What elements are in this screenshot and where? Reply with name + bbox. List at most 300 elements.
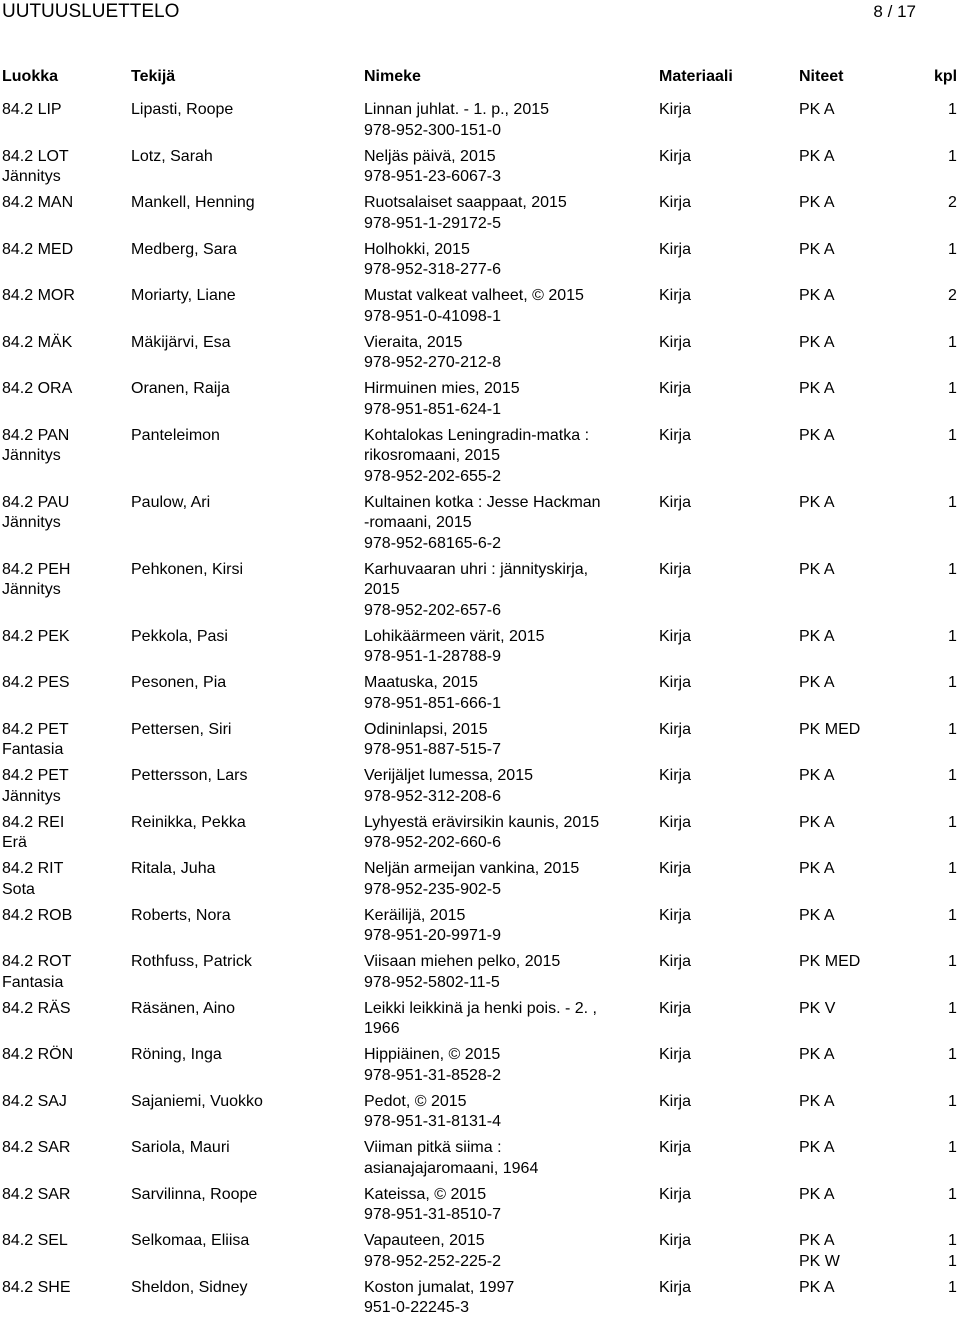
material-text: Kirja	[659, 1232, 692, 1249]
cell-volumes	[799, 906, 835, 927]
cell-classification	[2, 1231, 68, 1252]
material-text: Kirja	[659, 953, 692, 970]
cell-author	[131, 673, 226, 694]
cell-author	[131, 1138, 230, 1159]
page-separator: /	[887, 2, 893, 21]
author-text: Selkomaa, Eliisa	[131, 1232, 250, 1249]
cell-classification	[2, 493, 69, 534]
cell-volumes	[799, 560, 835, 581]
cell-count	[948, 627, 957, 648]
title-info-line: Kultainen kotka : Jesse Hackman	[364, 493, 601, 511]
count-line: 2	[948, 194, 957, 211]
title-info-line: Karhuvaaran uhri : jännityskirja,	[364, 560, 589, 578]
cell-classification	[2, 560, 70, 601]
author-text: Lotz, Sarah	[131, 147, 213, 165]
cell-title-info	[364, 426, 589, 488]
cell-author	[131, 286, 236, 307]
author-text: Sheldon, Sidney	[131, 1278, 248, 1296]
title-info-line: 978-951-31-8510-7	[364, 1206, 501, 1223]
classification-line: 84.2 MED	[2, 240, 74, 258]
title-info-line: Ruotsalaiset saappaat, 2015	[364, 194, 567, 211]
cell-material	[659, 952, 691, 973]
count-line: 1	[948, 1252, 957, 1270]
cell-title-info	[364, 240, 501, 281]
cell-title-info	[364, 1092, 501, 1133]
volumes-line: PK MED	[799, 953, 861, 970]
material-text: Kirja	[659, 240, 692, 258]
author-text: Pekkola, Pasi	[131, 627, 228, 645]
cell-title-info	[364, 333, 501, 374]
volumes-line: PK A	[799, 426, 835, 444]
material-text: Kirja	[659, 1185, 692, 1203]
title-info-line: 978-952-5802-11-5	[364, 973, 500, 991]
cell-classification	[2, 1138, 70, 1159]
material-text: Kirja	[659, 380, 692, 397]
material-text: Kirja	[659, 1046, 692, 1063]
cell-author	[131, 333, 231, 354]
cell-material	[659, 1092, 691, 1113]
cell-material	[659, 859, 691, 880]
cell-count	[948, 100, 957, 121]
cell-material	[659, 1045, 691, 1066]
cell-author	[131, 426, 220, 447]
header-materiaali: Materiaali	[659, 68, 733, 85]
cell-author	[131, 1278, 248, 1299]
title-info-line: 978-952-252-225-2	[364, 1252, 501, 1270]
volumes-line: PK A	[799, 147, 835, 165]
classification-line: 84.2 PEH	[2, 560, 71, 578]
cell-volumes	[799, 286, 835, 307]
classification-line: 84.2 PET	[2, 720, 69, 738]
title-info-line: 2015	[364, 581, 400, 598]
title-info-line: 1966	[364, 1020, 400, 1037]
classification-line: 84.2 PEK	[2, 627, 70, 645]
cell-author	[131, 859, 216, 880]
cell-count	[948, 193, 957, 214]
volumes-line: PK V	[799, 999, 836, 1017]
count-line: 1	[948, 147, 957, 165]
cell-volumes	[799, 720, 860, 741]
cell-material	[659, 999, 691, 1020]
cell-count	[948, 673, 957, 694]
cell-volumes	[799, 627, 835, 648]
cell-volumes	[799, 673, 835, 694]
title-info-line: 978-952-68165-6-2	[364, 534, 501, 552]
cell-count	[948, 1278, 957, 1299]
title-info-line: 951-0-22245-3	[364, 1299, 469, 1316]
author-text: Pesonen, Pia	[131, 674, 227, 691]
author-text: Roberts, Nora	[131, 906, 231, 924]
cell-count	[948, 720, 957, 741]
volumes-line: PK A	[799, 194, 835, 211]
cell-author	[131, 379, 230, 400]
title-info-line: Kateissa, © 2015	[364, 1185, 487, 1203]
title-info-line: 978-952-202-655-2	[364, 467, 501, 485]
cell-count	[948, 766, 957, 787]
title-info-line: 978-952-235-902-5	[364, 880, 501, 898]
author-text: Panteleimon	[131, 426, 220, 444]
cell-title-info	[364, 766, 533, 807]
cell-count	[948, 493, 957, 514]
cell-volumes	[799, 859, 835, 880]
cell-author	[131, 627, 228, 648]
classification-line: Jännitys	[2, 581, 61, 598]
count-line: 1	[948, 627, 957, 645]
cell-classification	[2, 952, 71, 993]
cell-material	[659, 1231, 691, 1252]
cell-count	[948, 1231, 957, 1272]
cell-author	[131, 1231, 249, 1252]
count-line: 1	[948, 240, 957, 258]
author-text: Mäkijärvi, Esa	[131, 333, 231, 351]
cell-classification	[2, 379, 72, 400]
count-line: 1	[948, 999, 957, 1017]
count-line: 1	[948, 860, 957, 877]
classification-line: Jännitys	[2, 168, 61, 185]
cell-title-info	[364, 379, 520, 420]
cell-count	[948, 1092, 957, 1113]
cell-title-info	[364, 859, 579, 900]
classification-line: 84.2 PES	[2, 674, 70, 691]
cell-count	[948, 560, 957, 581]
cell-title-info	[364, 813, 599, 854]
cell-author	[131, 999, 235, 1020]
classification-line: 84.2 MAN	[2, 194, 74, 211]
title-info-line: Lyhyestä erävirsikin kaunis, 2015	[364, 813, 600, 831]
cell-count	[948, 1185, 957, 1206]
count-line: 1	[948, 720, 957, 738]
author-text: Räsänen, Aino	[131, 999, 236, 1017]
count-line: 2	[948, 287, 957, 304]
title-info-line: Mustat valkeat valheet, © 2015	[364, 287, 584, 304]
cell-volumes	[799, 999, 835, 1020]
title-info-line: 978-952-312-208-6	[364, 787, 501, 805]
count-line: 1	[948, 1232, 957, 1249]
page-title: UUTUUSLUETTELO	[2, 1, 180, 22]
title-info-line: 978-951-887-515-7	[364, 741, 501, 758]
cell-volumes	[799, 1185, 835, 1206]
cell-volumes	[799, 1231, 840, 1272]
page-total: 17	[897, 2, 916, 21]
title-info-line: Lohikäärmeen värit, 2015	[364, 627, 545, 645]
material-text: Kirja	[659, 333, 692, 351]
classification-line: 84.2 PAU	[2, 493, 70, 511]
cell-author	[131, 766, 248, 787]
count-line: 1	[948, 1046, 957, 1063]
material-text: Kirja	[659, 147, 692, 165]
title-info-line: 978-952-270-212-8	[364, 354, 501, 371]
count-line: 1	[948, 674, 957, 691]
cell-classification	[2, 859, 63, 900]
volumes-line: PK A	[799, 380, 835, 397]
material-text: Kirja	[659, 627, 692, 645]
volumes-line: PK A	[799, 860, 835, 877]
classification-line: 84.2 SAJ	[2, 1092, 67, 1110]
cell-volumes	[799, 100, 835, 121]
cell-author	[131, 720, 231, 741]
title-info-line: Linnan juhlat. - 1. p., 2015	[364, 101, 550, 118]
cell-classification	[2, 240, 73, 261]
cell-author	[131, 560, 243, 581]
cell-classification	[2, 333, 72, 354]
cell-material	[659, 240, 691, 261]
title-info-line: Viisaan miehen pelko, 2015	[364, 953, 561, 970]
count-line: 1	[948, 767, 957, 784]
table-header	[0, 66, 960, 88]
volumes-line: PK A	[799, 627, 835, 645]
material-text: Kirja	[659, 1139, 692, 1156]
cell-volumes	[799, 1045, 835, 1066]
count-line: 1	[948, 1139, 957, 1156]
count-line: 1	[948, 101, 957, 118]
classification-line: 84.2 MÄK	[2, 333, 73, 351]
author-text: Pettersson, Lars	[131, 767, 248, 784]
cell-title-info	[364, 1231, 501, 1272]
cell-author	[131, 906, 231, 927]
cell-count	[948, 240, 957, 261]
cell-author	[131, 240, 237, 261]
volumes-line: PK A	[799, 333, 835, 351]
cell-volumes	[799, 426, 835, 447]
cell-count	[948, 147, 957, 168]
cell-volumes	[799, 240, 835, 261]
cell-title-info	[364, 1278, 514, 1319]
cell-author	[131, 813, 246, 834]
header-niteet: Niteet	[799, 68, 844, 85]
cell-title-info	[364, 627, 545, 668]
cell-material	[659, 147, 691, 168]
cell-material	[659, 813, 691, 834]
cell-material	[659, 1138, 691, 1159]
author-text: Reinikka, Pekka	[131, 813, 246, 831]
author-text: Lipasti, Roope	[131, 101, 234, 118]
volumes-line: PK A	[799, 674, 835, 691]
volumes-line: PK W	[799, 1252, 840, 1270]
cell-classification	[2, 1045, 73, 1066]
classification-line: Sota	[2, 880, 35, 898]
count-line: 1	[948, 813, 957, 831]
title-info-line: 978-951-31-8528-2	[364, 1066, 501, 1084]
title-info-line: Hippiäinen, © 2015	[364, 1046, 501, 1063]
title-info-line: 978-951-23-6067-3	[364, 168, 501, 185]
cell-classification	[2, 193, 73, 214]
cell-title-info	[364, 952, 560, 993]
cell-count	[948, 379, 957, 400]
cell-title-info	[364, 147, 501, 188]
classification-line: 84.2 SAR	[2, 1185, 71, 1203]
cell-author	[131, 1045, 222, 1066]
material-text: Kirja	[659, 999, 692, 1017]
title-info-line: 978-952-202-657-6	[364, 601, 501, 619]
material-text: Kirja	[659, 860, 692, 877]
cell-volumes	[799, 379, 835, 400]
title-info-line: Odininlapsi, 2015	[364, 720, 488, 738]
classification-line: 84.2 ORA	[2, 380, 73, 397]
author-text: Paulow, Ari	[131, 493, 211, 511]
cell-author	[131, 952, 252, 973]
cell-count	[948, 906, 957, 927]
cell-material	[659, 379, 691, 400]
cell-material	[659, 493, 691, 514]
volumes-line: PK A	[799, 1185, 835, 1203]
cell-classification	[2, 426, 69, 467]
page-number: 8	[873, 2, 883, 21]
title-info-line: Koston jumalat, 1997	[364, 1278, 515, 1296]
cell-classification	[2, 147, 69, 188]
volumes-line: PK A	[799, 287, 835, 304]
title-info-line: 978-952-318-277-6	[364, 261, 501, 278]
header-kpl: kpl	[934, 68, 958, 85]
material-text: Kirja	[659, 426, 692, 444]
title-info-line: Vieraita, 2015	[364, 333, 463, 351]
title-info-line: asianajajaromaani, 1964	[364, 1159, 539, 1177]
cell-classification	[2, 673, 70, 694]
cell-material	[659, 333, 691, 354]
cell-title-info	[364, 193, 567, 234]
title-info-line: Leikki leikkinä ja henki pois. - 2. ,	[364, 999, 597, 1017]
volumes-line: PK A	[799, 1046, 835, 1063]
cell-title-info	[364, 1045, 501, 1086]
classification-line: Jännitys	[2, 787, 61, 805]
cell-material	[659, 560, 691, 581]
volumes-line: PK A	[799, 906, 835, 924]
volumes-line: PK A	[799, 101, 835, 118]
cell-volumes	[799, 147, 835, 168]
classification-line: 84.2 ROB	[2, 906, 73, 924]
author-text: Sajaniemi, Vuokko	[131, 1092, 263, 1110]
cell-count	[948, 859, 957, 880]
classification-line: 84.2 ROT	[2, 953, 72, 970]
volumes-line: PK A	[799, 1232, 835, 1249]
classification-line: Erä	[2, 834, 27, 851]
title-info-line: -romaani, 2015	[364, 514, 472, 531]
title-info-line: 978-951-20-9971-9	[364, 927, 501, 944]
title-info-line: 978-952-300-151-0	[364, 121, 501, 139]
cell-author	[131, 493, 210, 514]
material-text: Kirja	[659, 287, 692, 304]
cell-count	[948, 286, 957, 307]
title-info-line: Verijäljet lumessa, 2015	[364, 767, 533, 784]
cell-classification	[2, 286, 75, 307]
cell-volumes	[799, 1278, 835, 1299]
cell-title-info	[364, 999, 597, 1040]
cell-material	[659, 193, 691, 214]
cell-count	[948, 999, 957, 1020]
count-line: 1	[948, 906, 957, 924]
title-info-line: Hirmuinen mies, 2015	[364, 380, 520, 397]
material-text: Kirja	[659, 906, 692, 924]
volumes-line: PK A	[799, 240, 835, 258]
cell-material	[659, 720, 691, 741]
cell-title-info	[364, 286, 584, 327]
cell-count	[948, 813, 957, 834]
title-info-line: Viiman pitkä siima :	[364, 1139, 502, 1156]
material-text: Kirja	[659, 1278, 692, 1296]
cell-classification	[2, 1185, 70, 1206]
cell-volumes	[799, 766, 835, 787]
cell-material	[659, 1278, 691, 1299]
cell-count	[948, 426, 957, 447]
cell-classification	[2, 766, 69, 807]
title-info-line: 978-951-851-624-1	[364, 400, 501, 418]
title-info-line: Vapauteen, 2015	[364, 1232, 485, 1249]
classification-line: 84.2 LIP	[2, 101, 62, 118]
title-info-line: 978-952-202-660-6	[364, 834, 501, 851]
material-text: Kirja	[659, 813, 692, 831]
classification-line: 84.2 PAN	[2, 426, 70, 444]
author-text: Sariola, Mauri	[131, 1139, 230, 1156]
material-text: Kirja	[659, 560, 692, 578]
cell-author	[131, 1092, 263, 1113]
classification-line: 84.2 RÖN	[2, 1046, 74, 1063]
author-text: Oranen, Raija	[131, 380, 230, 397]
classification-line: 84.2 SAR	[2, 1139, 71, 1156]
cell-material	[659, 906, 691, 927]
cell-author	[131, 193, 255, 214]
classification-line: Fantasia	[2, 741, 64, 758]
cell-volumes	[799, 1092, 835, 1113]
title-info-line: 978-951-1-28788-9	[364, 648, 501, 665]
title-info-line: 978-951-1-29172-5	[364, 214, 501, 232]
count-line: 1	[948, 560, 957, 578]
material-text: Kirja	[659, 1092, 692, 1110]
author-text: Pehkonen, Kirsi	[131, 560, 244, 578]
cell-author	[131, 1185, 257, 1206]
classification-line: 84.2 RÄS	[2, 999, 71, 1017]
classification-line: 84.2 PET	[2, 767, 69, 784]
author-text: Sarvilinna, Roope	[131, 1185, 258, 1203]
cell-material	[659, 1185, 691, 1206]
cell-classification	[2, 906, 72, 927]
title-info-line: 978-951-31-8131-4	[364, 1113, 501, 1130]
cell-volumes	[799, 1138, 835, 1159]
title-info-line: Neljäs päivä, 2015	[364, 147, 496, 165]
material-text: Kirja	[659, 101, 692, 118]
header-luokka: Luokka	[2, 68, 59, 85]
classification-line: 84.2 LOT	[2, 147, 69, 165]
title-info-line: rikosromaani, 2015	[364, 447, 501, 464]
cell-volumes	[799, 333, 835, 354]
count-line: 1	[948, 953, 957, 970]
cell-volumes	[799, 813, 835, 834]
cell-classification	[2, 1278, 70, 1299]
classification-line: 84.2 REI	[2, 813, 65, 831]
cell-title-info	[364, 100, 549, 141]
volumes-line: PK A	[799, 1278, 835, 1296]
author-text: Mankell, Henning	[131, 194, 255, 211]
cell-title-info	[364, 720, 501, 761]
volumes-line: PK A	[799, 1139, 835, 1156]
cell-material	[659, 766, 691, 787]
volumes-line: PK A	[799, 493, 835, 511]
title-info-line: Kohtalokas Leningradin-matka :	[364, 426, 590, 444]
count-line: 1	[948, 1185, 957, 1203]
count-line: 1	[948, 380, 957, 397]
classification-line: Jännitys	[2, 514, 61, 531]
title-info-line: 978-951-851-666-1	[364, 694, 501, 712]
volumes-line: PK MED	[799, 720, 861, 738]
cell-volumes	[799, 493, 835, 514]
author-text: Rothfuss, Patrick	[131, 953, 252, 970]
material-text: Kirja	[659, 493, 692, 511]
material-text: Kirja	[659, 674, 692, 691]
cell-author	[131, 147, 213, 168]
author-text: Röning, Inga	[131, 1046, 222, 1063]
cell-volumes	[799, 193, 835, 214]
classification-line: 84.2 MOR	[2, 287, 75, 304]
cell-count	[948, 952, 957, 973]
page-indicator	[873, 0, 916, 24]
